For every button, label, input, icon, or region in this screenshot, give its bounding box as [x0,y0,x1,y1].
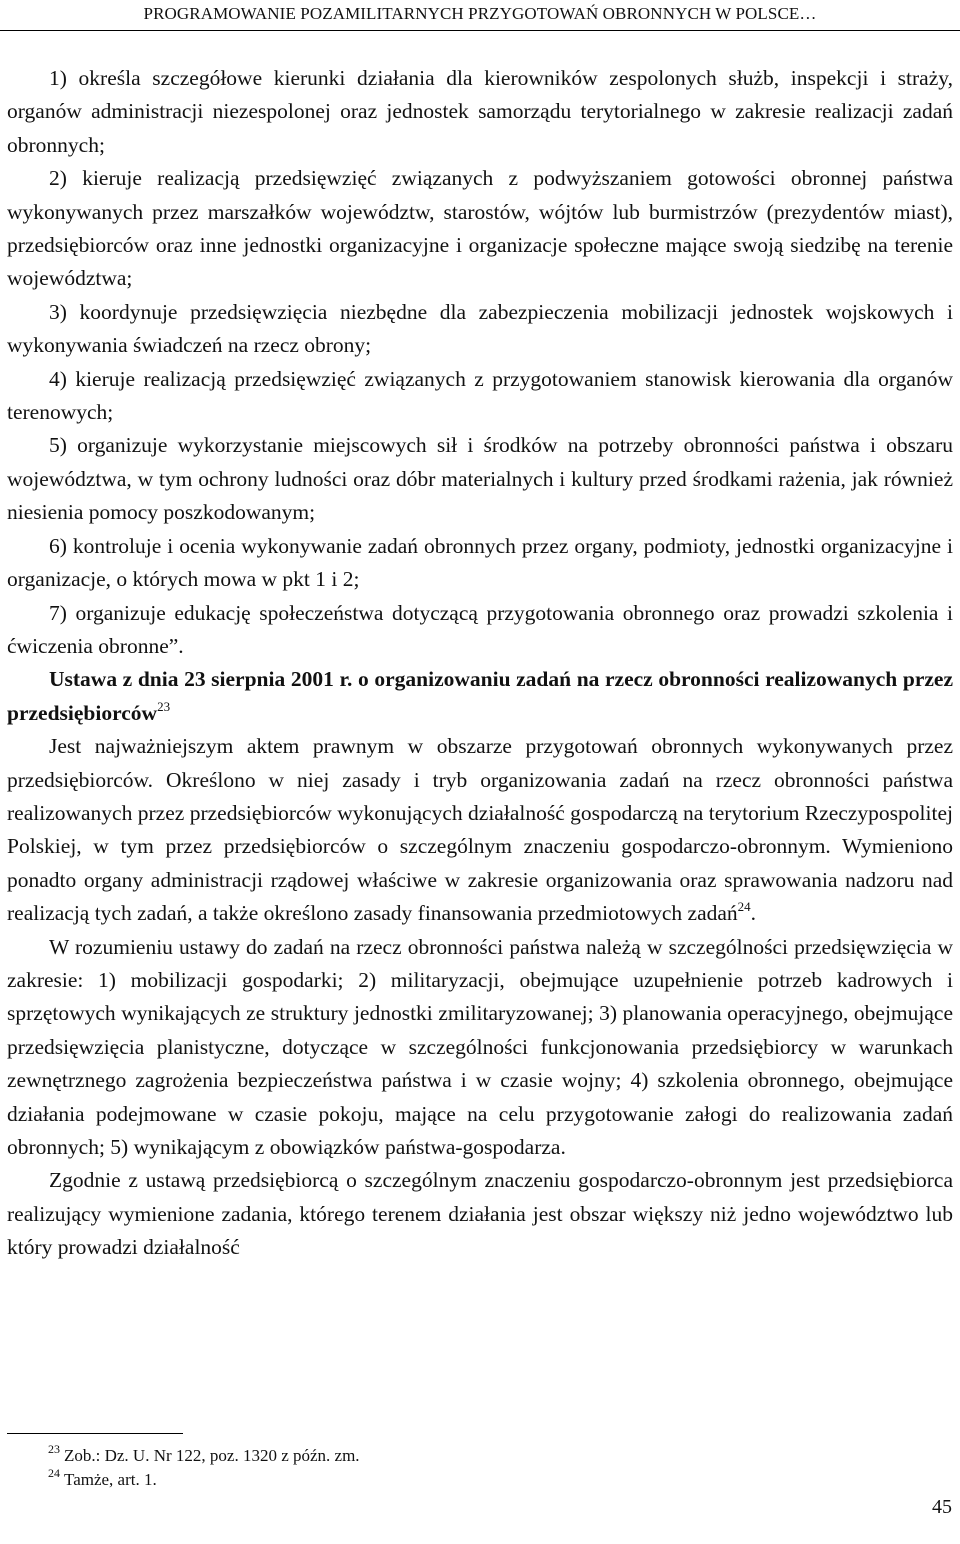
paragraph-1-text: Jest najważniejszym aktem prawnym w obszarze przygotowań obronnych wykonywanych przez przedsiębiorców. Określono w niej zasady i tryb organizowania zadań na rzecz obronności państwa realizowanych przez przedsiębiorców wykonujących działalność gospodarczą na terytorium Rzeczypospolitej Polskiej, w tym przez przedsiębiorców o szczególnym znaczeniu gospodarczo-obronnym. Wymieniono ponadto organy administracji rządowej właściwe w zakresie organizowania oraz sprawowania nadzoru nad realizacją tych zadań, a także określono zasady finansowania przedmiotowych zadań [7,734,953,926]
paragraph-1-end: . [750,901,757,926]
footnote-text: Tamże, art. 1. [64,1470,157,1489]
list-item-4: 4) kieruje realizacją przedsięwzięć związanych z przygotowaniem stanowisk kierowania dla organów terenowych; [7,366,953,425]
footnote-24 [48,1468,928,1492]
paragraph-3: Zgodnie z ustawą przedsiębiorcą o szczególnym znaczeniu gospodarczo-obronnym jest przedsiębiorca realizujący wymienione zadania, którego terenem działania jest obszar większy niż jedno województwo lub który prowadzi działalność [7,1168,953,1260]
footnote-text: Zob.: Dz. U. Nr 122, poz. 1320 z późn. zm. [64,1446,360,1465]
running-header [0,0,960,31]
running-title: PROGRAMOWANIE POZAMILITARNYCH PRZYGOTOWAŃ OBRONNYCH W POLSCE… [143,4,817,23]
page-body [7,62,953,1265]
list-item-6: 6) kontroluje i ocenia wykonywanie zadań obronnych przez organy, podmioty, jednostki organizacyjne i organizacje, o których mowa w pkt 1 i 2; [7,533,953,592]
list-item-5: 5) organizuje wykorzystanie miejscowych sił i środków na potrzeby obronności państwa i obszaru województwa, w tym ochrony ludności oraz dóbr materialnych i kultury przed środkami rażenia, jak również niesienia pomocy poszkodowanym; [7,433,953,525]
footnote-ref-23: 23 [157,698,171,714]
list-item-1: 1) określa szczegółowe kierunki działania dla kierowników zespolonych służb, inspekcji i straży, organów administracji niezespolonej oraz jednostek samorządu terytorialnego w zakresie realizacji zadań obronnych; [7,66,953,157]
footnote-separator [7,1433,183,1434]
list-item-7: 7) organizuje edukację społeczeństwa dotyczącą przygotowania obronnego oraz prowadzi szkolenia i ćwiczenia obronne”. [7,600,953,658]
footnotes [48,1444,928,1492]
section-heading [7,663,953,730]
footnote-number: 23 [48,1442,60,1457]
paragraph-2: W rozumieniu ustawy do zadań na rzecz obronności państwa należą w szczególności przedsięwzięcia w zakresie: 1) mobilizacji gospodarki; 2) militaryzacji, obejmujące uzupełnienie potrzeb kadrowych i sprzętowych wynikających ze struktury jednostki zmilitaryzowanej; 3) planowania operacyjnego, obejmujące przedsięwzięcia planistyczne, dotyczące w szczególności funkcjonowania przedsiębiorcy w warunkach zewnętrznego zagrożenia bezpieczeństwa państwa i w czasie wojny; 4) szkolenia obronnego, obejmujące działania podejmowane w czasie pokoju, mające na celu przygotowanie załogi do realizowania zadań obronnych; 5) wynikającym z obowiązków państwa-gospodarza. [7,934,953,1159]
page-number: 45 [932,1496,952,1518]
footnote-ref-24: 24 [737,899,751,914]
section-heading-text: Ustawa z dnia 23 sierpnia 2001 r. o organizowaniu zadań na rzecz obronności realizowanych przez przedsiębiorców [7,667,953,725]
list-item-2: 2) kieruje realizacją przedsięwzięć związanych z podwyższaniem gotowości obronnej państwa wykonywanych przez marszałków województw, starostów, wójtów lub burmistrzów (prezydentów miast), przedsiębiorców oraz inne jednostki organizacyjne i organizacje społeczne mające swoją siedzibę na terenie województwa; [7,166,953,291]
footnote-23 [48,1444,928,1468]
list-item-3: 3) koordynuje przedsięwzięcia niezbędne dla zabezpieczenia mobilizacji jednostek wojskowych i wykonywania świadczeń na rzecz obrony; [7,299,953,358]
paragraph-1 [7,730,953,930]
footnote-number: 24 [48,1466,60,1481]
